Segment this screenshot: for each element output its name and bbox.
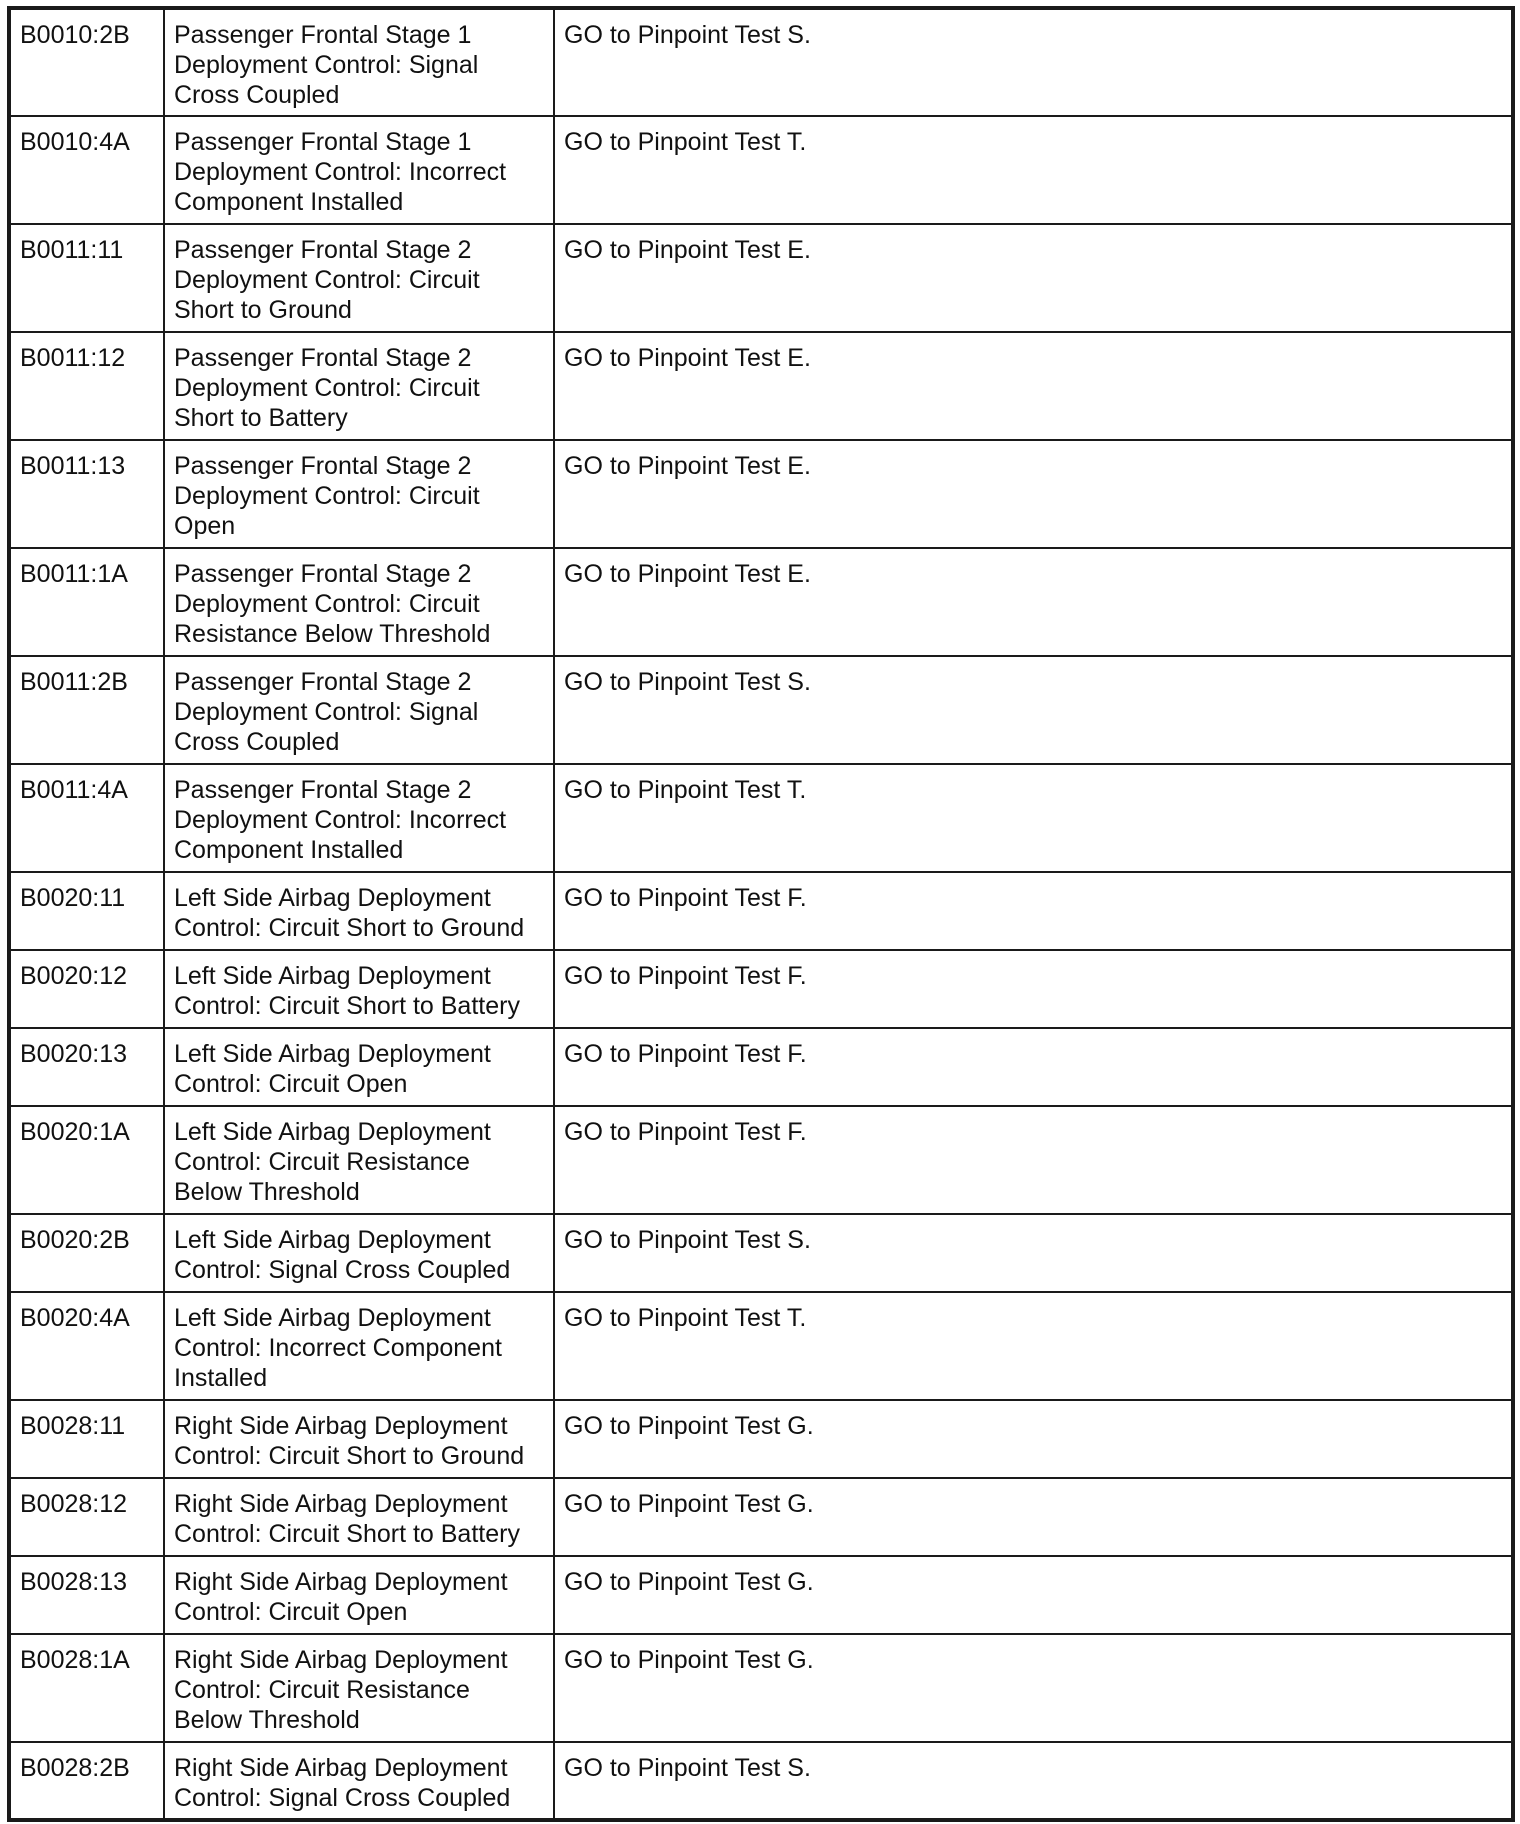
dtc-action: GO to Pinpoint Test G. bbox=[554, 1556, 1513, 1634]
dtc-action: GO to Pinpoint Test T. bbox=[554, 116, 1513, 224]
dtc-code: B0011:13 bbox=[9, 440, 164, 548]
dtc-code: B0011:4A bbox=[9, 764, 164, 872]
dtc-description: Passenger Frontal Stage 1 Deployment Control: Incorrect Component Installed bbox=[164, 116, 554, 224]
dtc-action: GO to Pinpoint Test T. bbox=[554, 764, 1513, 872]
dtc-action: GO to Pinpoint Test F. bbox=[554, 872, 1513, 950]
dtc-description: Right Side Airbag Deployment Control: Signal Cross Coupled bbox=[164, 1742, 554, 1820]
table-row bbox=[9, 1478, 1513, 1556]
dtc-description: Right Side Airbag Deployment Control: Circuit Short to Ground bbox=[164, 1400, 554, 1478]
table-row bbox=[9, 224, 1513, 332]
dtc-description: Right Side Airbag Deployment Control: Circuit Open bbox=[164, 1556, 554, 1634]
dtc-code: B0020:11 bbox=[9, 872, 164, 950]
dtc-description: Passenger Frontal Stage 2 Deployment Control: Circuit Short to Ground bbox=[164, 224, 554, 332]
dtc-action: GO to Pinpoint Test G. bbox=[554, 1478, 1513, 1556]
table-row bbox=[9, 1214, 1513, 1292]
dtc-action: GO to Pinpoint Test S. bbox=[554, 1214, 1513, 1292]
dtc-code: B0020:1A bbox=[9, 1106, 164, 1214]
dtc-code: B0011:12 bbox=[9, 332, 164, 440]
dtc-code: B0020:4A bbox=[9, 1292, 164, 1400]
table-row bbox=[9, 548, 1513, 656]
table-row bbox=[9, 440, 1513, 548]
dtc-action: GO to Pinpoint Test F. bbox=[554, 950, 1513, 1028]
dtc-action: GO to Pinpoint Test E. bbox=[554, 224, 1513, 332]
dtc-code: B0028:13 bbox=[9, 1556, 164, 1634]
dtc-code: B0028:1A bbox=[9, 1634, 164, 1742]
dtc-description: Passenger Frontal Stage 2 Deployment Control: Circuit Open bbox=[164, 440, 554, 548]
table-row bbox=[9, 332, 1513, 440]
dtc-code: B0028:2B bbox=[9, 1742, 164, 1820]
dtc-code: B0011:1A bbox=[9, 548, 164, 656]
table-row bbox=[9, 116, 1513, 224]
dtc-description: Right Side Airbag Deployment Control: Circuit Resistance Below Threshold bbox=[164, 1634, 554, 1742]
table-row bbox=[9, 764, 1513, 872]
dtc-action: GO to Pinpoint Test F. bbox=[554, 1106, 1513, 1214]
table-row bbox=[9, 656, 1513, 764]
table-row bbox=[9, 1106, 1513, 1214]
table-row bbox=[9, 1292, 1513, 1400]
dtc-code: B0020:13 bbox=[9, 1028, 164, 1106]
table-row bbox=[9, 1028, 1513, 1106]
dtc-description: Passenger Frontal Stage 2 Deployment Control: Signal Cross Coupled bbox=[164, 656, 554, 764]
dtc-action: GO to Pinpoint Test G. bbox=[554, 1400, 1513, 1478]
dtc-action: GO to Pinpoint Test E. bbox=[554, 440, 1513, 548]
dtc-action: GO to Pinpoint Test G. bbox=[554, 1634, 1513, 1742]
dtc-action: GO to Pinpoint Test E. bbox=[554, 332, 1513, 440]
dtc-code: B0011:2B bbox=[9, 656, 164, 764]
dtc-description: Left Side Airbag Deployment Control: Circuit Resistance Below Threshold bbox=[164, 1106, 554, 1214]
dtc-description: Passenger Frontal Stage 1 Deployment Control: Signal Cross Coupled bbox=[164, 8, 554, 116]
dtc-code: B0010:4A bbox=[9, 116, 164, 224]
table-row bbox=[9, 1556, 1513, 1634]
dtc-description: Passenger Frontal Stage 2 Deployment Control: Circuit Resistance Below Threshold bbox=[164, 548, 554, 656]
dtc-action: GO to Pinpoint Test E. bbox=[554, 548, 1513, 656]
table-row bbox=[9, 1400, 1513, 1478]
dtc-action: GO to Pinpoint Test S. bbox=[554, 1742, 1513, 1820]
dtc-action: GO to Pinpoint Test S. bbox=[554, 656, 1513, 764]
dtc-code: B0028:11 bbox=[9, 1400, 164, 1478]
dtc-code: B0020:12 bbox=[9, 950, 164, 1028]
dtc-description: Left Side Airbag Deployment Control: Incorrect Component Installed bbox=[164, 1292, 554, 1400]
table-row bbox=[9, 1742, 1513, 1820]
dtc-table bbox=[7, 6, 1515, 1822]
table-row bbox=[9, 8, 1513, 116]
dtc-description: Left Side Airbag Deployment Control: Circuit Open bbox=[164, 1028, 554, 1106]
dtc-code: B0028:12 bbox=[9, 1478, 164, 1556]
table-row bbox=[9, 1634, 1513, 1742]
dtc-code: B0010:2B bbox=[9, 8, 164, 116]
dtc-code: B0011:11 bbox=[9, 224, 164, 332]
dtc-description: Passenger Frontal Stage 2 Deployment Control: Circuit Short to Battery bbox=[164, 332, 554, 440]
dtc-description: Left Side Airbag Deployment Control: Circuit Short to Ground bbox=[164, 872, 554, 950]
table-row bbox=[9, 950, 1513, 1028]
dtc-description: Left Side Airbag Deployment Control: Circuit Short to Battery bbox=[164, 950, 554, 1028]
dtc-action: GO to Pinpoint Test F. bbox=[554, 1028, 1513, 1106]
dtc-action: GO to Pinpoint Test T. bbox=[554, 1292, 1513, 1400]
dtc-code: B0020:2B bbox=[9, 1214, 164, 1292]
dtc-description: Right Side Airbag Deployment Control: Circuit Short to Battery bbox=[164, 1478, 554, 1556]
table-row bbox=[9, 872, 1513, 950]
dtc-description: Passenger Frontal Stage 2 Deployment Control: Incorrect Component Installed bbox=[164, 764, 554, 872]
dtc-description: Left Side Airbag Deployment Control: Signal Cross Coupled bbox=[164, 1214, 554, 1292]
dtc-action: GO to Pinpoint Test S. bbox=[554, 8, 1513, 116]
